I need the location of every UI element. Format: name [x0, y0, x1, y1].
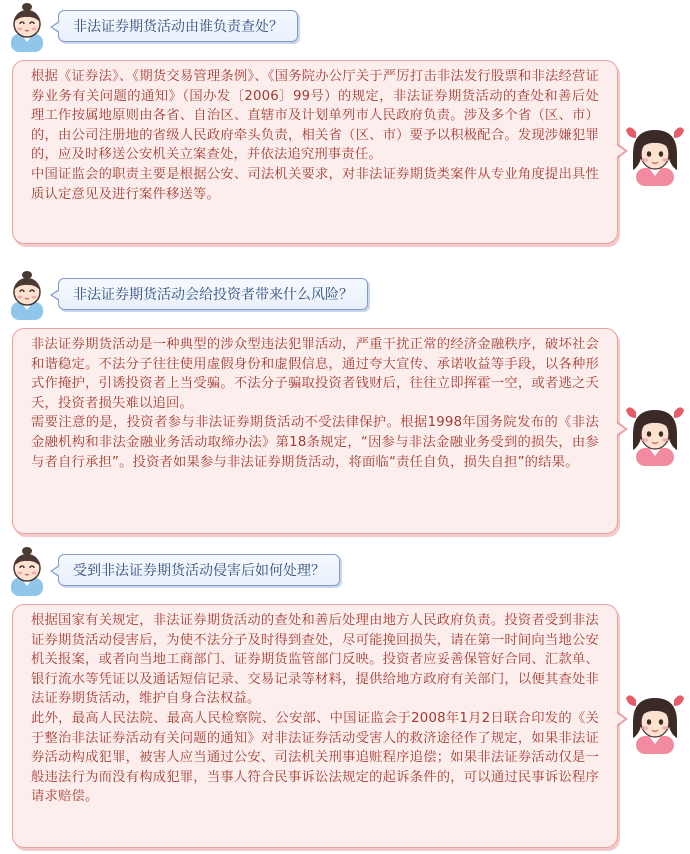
question-text-1: 非法证券期货活动由谁负责查处？ [73, 19, 283, 35]
question-bubble-tail [50, 21, 59, 33]
answer-box-2 [12, 328, 618, 534]
boy-scholar-avatar-icon [4, 546, 50, 596]
question-bubble-1 [58, 10, 298, 42]
answer-paragraph-1-2: 中国证监会的职责主要是根据公安、司法机关要求，对非法证券期货类案件从专业角度提出具性质认定意见及进行案件移送等。 [31, 166, 599, 202]
answer-box-3 [12, 604, 618, 848]
girl-avatar-icon [626, 692, 684, 754]
question-bubble-tail [50, 289, 59, 301]
answer-box-1 [12, 60, 618, 244]
question-bubble-2 [58, 278, 368, 310]
boy-scholar-avatar-icon [4, 2, 50, 52]
question-text-3: 受到非法证券期货活动侵害后如何处理？ [73, 563, 325, 579]
girl-avatar-icon [626, 124, 684, 186]
question-row-1 [0, 2, 690, 52]
question-row-2 [0, 270, 690, 320]
answer-paragraph-2-2: 需要注意的是，投资者参与非法证券期货活动不受法律保护。根据1998年国务院发布的《非法金融机构和非法金融业务活动取缔办法》第18条规定，“因参与非法金融业务受到的损失，由参与者自行承担”。投资者如果参与非法证券期货活动，将面临“责任自负，损失自担”的结果。 [31, 415, 599, 470]
girl-avatar-icon [626, 404, 684, 466]
answer-paragraph-1-1: 根据《证券法》、《期货交易管理条例》、《国务院办公厅关于严厉打击非法发行股票和非法经营证券业务有关问题的通知》（国办发〔2006〕99号）的规定，非法证券期货活动的查处和善后处理工作按属地原则由各省、自治区、直辖市及计划单列市人民政府负责。涉及多个省（区、市）的，由公司注册地的省级人民政府牵头负责，相关省（区、市）要予以积极配合。发现涉嫌犯罪的，应及时移送公安机关立案查处，并依法追究刑事责任。 [31, 69, 599, 163]
question-text-2: 非法证券期货活动会给投资者带来什么风险？ [73, 287, 353, 303]
answer-paragraph-2-1: 非法证券期货活动是一种典型的涉众型违法犯罪活动，严重干扰正常的经济金融秩序，破坏社会和谐稳定。不法分子往往使用虚假身份和虚假信息，通过夸大宣传、承诺收益等手段，以各种形式作掩护，引诱投资者上当受骗。不法分子骗取投资者钱财后，往往立即挥霍一空，或者逃之夭夭，投资者损失难以追回。 [31, 337, 599, 411]
question-bubble-tail [50, 565, 59, 577]
answer-paragraph-3-1: 根据国家有关规定，非法证券期货活动的查处和善后处理由地方人民政府负责。投资者受到非法证券期货活动侵害后，为使不法分子及时得到查处，尽可能挽回损失，请在第一时间向当地公安机关报案，或者向当地工商部门、证券期货监管部门反映。投资者应妥善保管好合同、汇款单、银行流水等凭证以及通话短信记录、交易记录等材料，提供给地方政府有关部门，以便其查处非法证券期货活动，维护自身合法权益。 [31, 613, 599, 707]
question-bubble-3 [58, 554, 340, 586]
question-row-3 [0, 546, 690, 596]
answer-paragraph-3-2: 此外，最高人民法院、最高人民检察院、公安部、中国证监会于2008年1月2日联合印发的《关于整治非法证券活动有关问题的通知》对非法证券活动受害人的救济途径作了规定，如果非法证券活动构成犯罪，被害人应当通过公安、司法机关刑事追赃程序追偿；如果非法证券活动仅是一般违法行为而没有构成犯罪，当事人符合民事诉讼法规定的起诉条件的，可以通过民事诉讼程序请求赔偿。 [31, 710, 599, 805]
boy-scholar-avatar-icon [4, 270, 50, 320]
